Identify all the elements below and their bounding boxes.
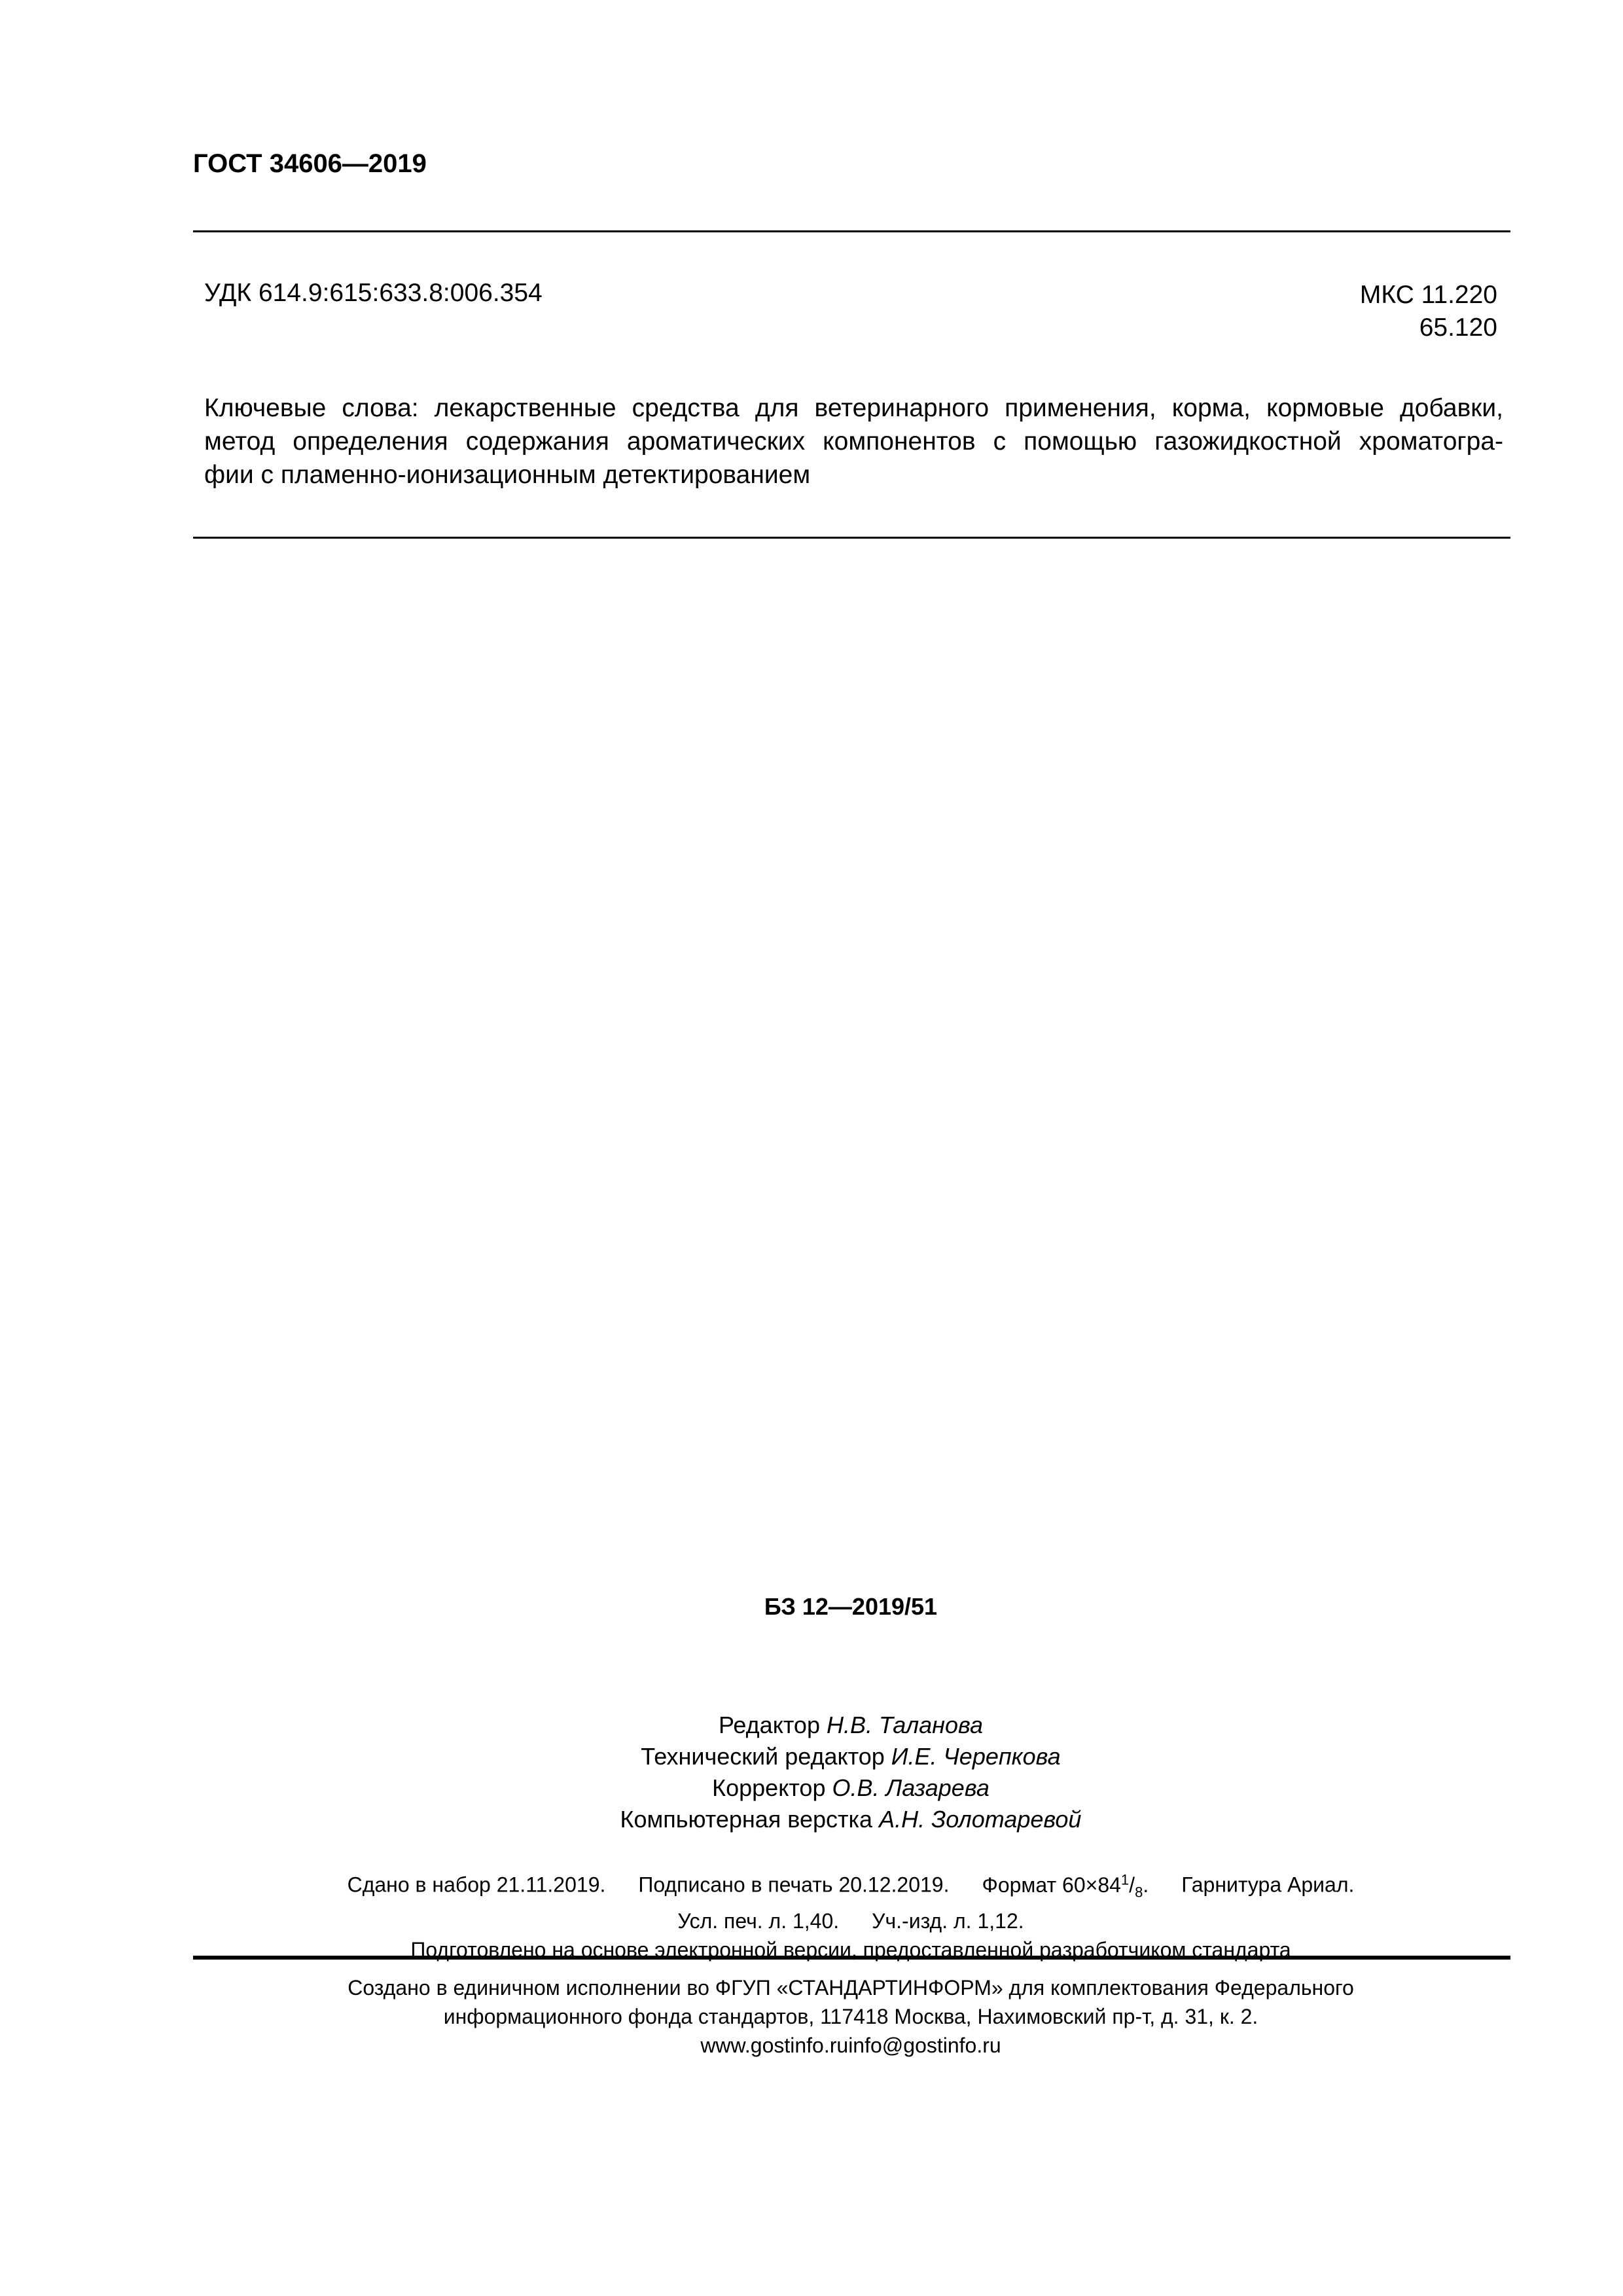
layout-credit [0, 1804, 1623, 1835]
publication-details [0, 1865, 1623, 1964]
mks-line-2: 65.120 [1419, 314, 1497, 342]
layout-name: А.Н. Золотаревой [879, 1806, 1082, 1833]
mks-line-1: МКС 11.220 [1359, 281, 1497, 309]
keywords-line-3: фии с пламенно-ионизационным детектированием [204, 461, 811, 489]
udk-code: УДК 614.9:615:633.8:006.354 [204, 279, 543, 307]
website-link[interactable]: www.gostinfo.ru [700, 2034, 849, 2057]
print-sheets: Усл. печ. л. 1,40. [677, 1909, 840, 1933]
top-rule [193, 230, 1510, 232]
editor-name: Н.В. Таланова [826, 1712, 983, 1738]
tech-editor-credit [0, 1741, 1623, 1772]
keywords-line-2: метод определения содержания ароматических компонентов с помощью газожидкостной хроматогра- [204, 427, 1503, 456]
footer-contacts [0, 2031, 1623, 2060]
editor-credit [0, 1710, 1623, 1741]
prepared-note: Подготовлено на основе электронной версии, предоставленной разработчиком стандарта [410, 1938, 1291, 1962]
footer-line-2: информационного фонда стандартов, 117418 Москва, Нахимовский пр-т, д. 31, к. 2. [443, 2005, 1258, 2028]
bz-number: БЗ 12—2019/51 [764, 1593, 938, 1620]
signed-date: Подписано в печать 20.12.2019. [638, 1873, 950, 1897]
footer-publisher [0, 1973, 1623, 2060]
editor-role: Редактор [719, 1712, 820, 1738]
document-header-title: ГОСТ 34606—2019 [193, 149, 427, 178]
publication-line-1 [0, 1865, 1623, 1907]
tech-editor-name: И.Е. Черепкова [891, 1743, 1061, 1770]
keywords-paragraph [204, 391, 1503, 492]
format: Формат $60\times 84^1/_8$. [982, 1871, 1149, 1901]
pub-sheets: Уч.-изд. л. 1,12. [872, 1909, 1024, 1933]
footer-line-1: Создано в единичном исполнении во ФГУП «СТАНДАРТИНФОРМ» для комплектования Федерального [348, 1976, 1354, 2000]
sent-date: Сдано в набор 21.11.2019. [347, 1873, 606, 1897]
keywords-line-1: Ключевые слова: лекарственные средства для ветеринарного применения, корма, кормовые добавки, [204, 394, 1503, 422]
corrector-role: Корректор [712, 1774, 826, 1801]
bottom-rule [193, 1956, 1510, 1960]
typeface: Гарнитура Ариал. [1181, 1873, 1355, 1897]
publication-line-2 [0, 1907, 1623, 1935]
mks-code [1360, 279, 1497, 344]
corrector-credit [0, 1772, 1623, 1804]
staff-credits [0, 1710, 1623, 1835]
email-link[interactable]: info@gostinfo.ru [848, 2034, 1001, 2057]
layout-role: Компьютерная верстка [620, 1806, 873, 1833]
corrector-name: О.В. Лазарева [832, 1774, 990, 1801]
tech-editor-role: Технический редактор [641, 1743, 885, 1770]
keywords-rule [193, 537, 1510, 539]
